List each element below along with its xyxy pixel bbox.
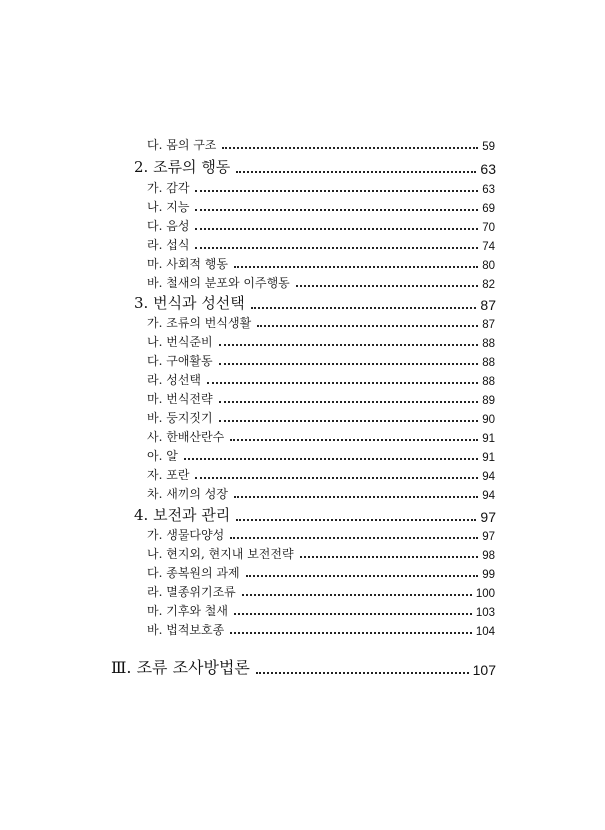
toc-entry xyxy=(134,155,496,177)
toc-entry-title: 나. 지능 xyxy=(147,200,190,214)
toc-entry-title: 라. 멸종위기조류 xyxy=(147,585,236,599)
dot-leader xyxy=(184,458,478,460)
toc-entry xyxy=(147,313,495,331)
toc-entry-title: 다. 종복원의 과제 xyxy=(147,566,240,580)
toc-entry-title: 가. 감각 xyxy=(147,181,190,195)
toc-entry xyxy=(147,370,495,388)
toc-entry xyxy=(147,465,495,483)
toc-entry-page-number: 103 xyxy=(475,607,495,619)
toc-entry xyxy=(147,235,495,253)
dot-leader xyxy=(242,594,472,596)
toc-entry xyxy=(147,582,495,600)
toc-entry-title: 차. 새끼의 성장 xyxy=(147,487,228,501)
dot-leader xyxy=(236,519,476,521)
toc-entry-page-number: 104 xyxy=(475,626,495,638)
dot-leader xyxy=(234,266,478,268)
toc-entry-title: 마. 기후와 철새 xyxy=(147,604,228,618)
toc-entry xyxy=(147,178,495,196)
toc-entry-page-number: 80 xyxy=(482,260,495,272)
toc-entry-page-number: 87 xyxy=(480,297,496,313)
dot-leader xyxy=(230,439,478,441)
toc-entry-title: 마. 번식전략 xyxy=(147,392,213,406)
dot-leader xyxy=(230,537,478,539)
toc-entry xyxy=(147,197,495,215)
toc-entry-title: 다. 음성 xyxy=(147,219,190,233)
toc-entry xyxy=(147,273,495,291)
dot-leader xyxy=(219,363,479,365)
toc-entry-title: 라. 섭식 xyxy=(147,238,190,252)
dot-leader xyxy=(195,209,478,211)
dot-leader xyxy=(195,190,478,192)
toc-entry xyxy=(147,563,495,581)
toc-entry-page-number: 87 xyxy=(482,319,495,331)
dot-leader xyxy=(195,477,478,479)
toc-entry xyxy=(147,601,495,619)
toc-entry-page-number: 88 xyxy=(482,357,495,369)
toc-entry xyxy=(147,620,495,638)
toc-entry xyxy=(147,408,495,426)
toc-entry-page-number: 88 xyxy=(482,376,495,388)
toc-entry xyxy=(134,291,496,313)
toc-entry-title: 라. 성선택 xyxy=(147,373,201,387)
toc-entry-title: 아. 알 xyxy=(147,449,178,463)
toc-entry-title: 다. 구애활동 xyxy=(147,354,213,368)
toc-entry-title: 가. 생물다양성 xyxy=(147,528,225,542)
dot-leader xyxy=(219,344,479,346)
toc-entry-page-number: 90 xyxy=(482,414,495,426)
toc-entry-page-number: 94 xyxy=(482,490,495,502)
dot-leader xyxy=(222,147,478,149)
toc-entry-page-number: 70 xyxy=(482,222,495,234)
dot-leader xyxy=(300,556,479,558)
toc-entry-page-number: 63 xyxy=(480,161,496,177)
toc-entry-page-number: 63 xyxy=(482,184,495,196)
dot-leader xyxy=(246,575,479,577)
dot-leader xyxy=(195,228,478,230)
toc-entry-title: 바. 철새의 분포와 이주행동 xyxy=(147,276,290,290)
dot-leader xyxy=(234,613,472,615)
toc-entry xyxy=(147,332,495,350)
dot-leader xyxy=(296,285,478,287)
toc-entry-title: 자. 포란 xyxy=(147,468,190,482)
toc-entry xyxy=(147,216,495,234)
toc-entry-page-number: 107 xyxy=(472,662,496,678)
toc-entry xyxy=(147,351,495,369)
dot-leader xyxy=(251,307,477,309)
toc-entry xyxy=(147,254,495,272)
dot-leader xyxy=(234,496,478,498)
toc-entry xyxy=(147,446,495,464)
toc-entry xyxy=(147,544,495,562)
toc-entry-page-number: 94 xyxy=(482,471,495,483)
toc-entry-page-number: 59 xyxy=(482,141,495,153)
toc-entry-title: 가. 조류의 번식생활 xyxy=(147,316,252,330)
toc-entry xyxy=(147,389,495,407)
toc-entry-page-number: 97 xyxy=(480,509,496,525)
toc-entry-page-number: 91 xyxy=(482,452,495,464)
dot-leader xyxy=(195,247,478,249)
toc-entry-title: 3. 번식과 성선택 xyxy=(134,294,245,312)
toc-entry-title: Ⅲ. 조류 조사방법론 xyxy=(111,658,250,677)
toc-entry-title: 나. 현지외, 현지내 보전전략 xyxy=(147,547,294,561)
toc-entry-page-number: 74 xyxy=(482,241,495,253)
toc-entry-page-number: 97 xyxy=(482,531,495,543)
toc-entry-title: 사. 한배산란수 xyxy=(147,430,225,444)
dot-leader xyxy=(257,325,478,327)
toc-entry-title: 나. 번식준비 xyxy=(147,335,213,349)
toc-entry xyxy=(147,484,495,502)
dot-leader xyxy=(219,420,479,422)
dot-leader xyxy=(256,672,469,674)
toc-entry-title: 마. 사회적 행동 xyxy=(147,257,228,271)
toc-entry-page-number: 99 xyxy=(482,569,495,581)
dot-leader xyxy=(219,401,479,403)
toc-entry xyxy=(134,503,496,525)
toc-entry-title: 바. 법적보호종 xyxy=(147,623,225,637)
toc-entry xyxy=(147,525,495,543)
toc-entry-page-number: 100 xyxy=(475,588,495,600)
dot-leader xyxy=(230,632,472,634)
toc-entry xyxy=(111,654,496,678)
toc-entry-title: 다. 몸의 구조 xyxy=(147,138,217,152)
toc-entry-title: 바. 둥지짓기 xyxy=(147,411,213,425)
toc-entry-title: 4. 보전과 관리 xyxy=(134,506,231,524)
toc-entry-page-number: 88 xyxy=(482,338,495,350)
toc-entry-page-number: 69 xyxy=(482,203,495,215)
toc-entry-title: 2. 조류의 행동 xyxy=(134,158,231,176)
toc-entry-page-number: 98 xyxy=(482,550,495,562)
dot-leader xyxy=(207,382,478,384)
toc-entry xyxy=(147,135,495,153)
toc-entry xyxy=(147,427,495,445)
dot-leader xyxy=(236,171,476,173)
toc-entry-page-number: 91 xyxy=(482,433,495,445)
toc-entry-page-number: 89 xyxy=(482,395,495,407)
toc-entry-page-number: 82 xyxy=(482,279,495,291)
